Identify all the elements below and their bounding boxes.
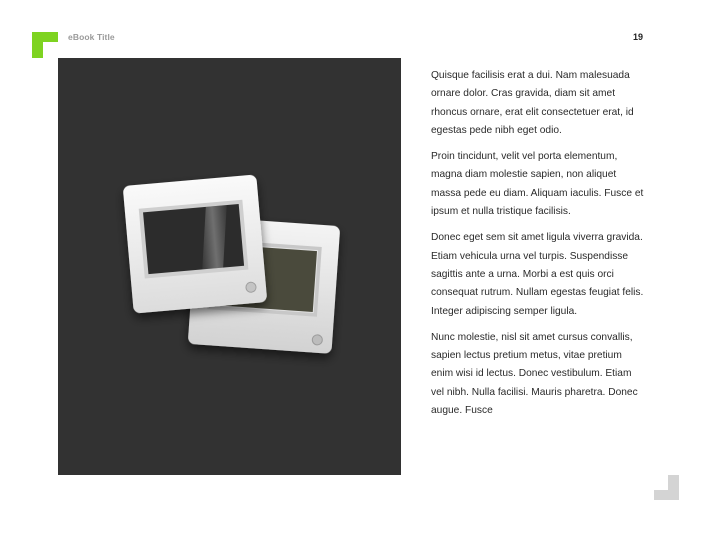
paragraph: Donec eget sem sit amet ligula viverra gravida. Etiam vehicula urna vel turpis. Suspendisse sagittis ante a urna. Morbi a est quis orci consequat rutrum. Nullam egestas feugiat felis. Integer adipiscing semper ligula.	[431, 232, 644, 317]
page-number: 19	[632, 32, 643, 42]
footer-corner-mark	[654, 475, 679, 500]
front-slide	[123, 174, 268, 313]
paragraph: Proin tincidunt, velit vel porta elementum, magna diam molestie sapien, non aliquet massa pede eu diam. Aliquam iaculis. Fusce et ipsum et nulla tristique facilisis.	[431, 151, 644, 218]
paragraph: Nunc molestie, nisl sit amet cursus convallis, sapien lectus pretium metus, vitae pretium enim wisi id lectus. Donec vestibulum. Etiam vel nibh. Nulla facilisi. Mauris pharetra. Donec augue. Fusce	[431, 331, 638, 417]
footer-corner-bar-vertical	[668, 475, 679, 500]
paragraph: Quisque facilisis erat a dui. Nam malesuada ornare dolor. Cras gravida, diam sit amet rhoncus ornare, erat elit consectetuer erat, id egestas pede nibh eget odio.	[431, 70, 634, 136]
accent-corner-mark	[32, 32, 58, 58]
body-text	[431, 67, 646, 428]
image-panel	[58, 58, 401, 475]
photo-slides-icon	[58, 58, 401, 475]
book-title: eBook Title	[68, 32, 115, 42]
accent-corner-bar-vertical	[32, 32, 43, 58]
